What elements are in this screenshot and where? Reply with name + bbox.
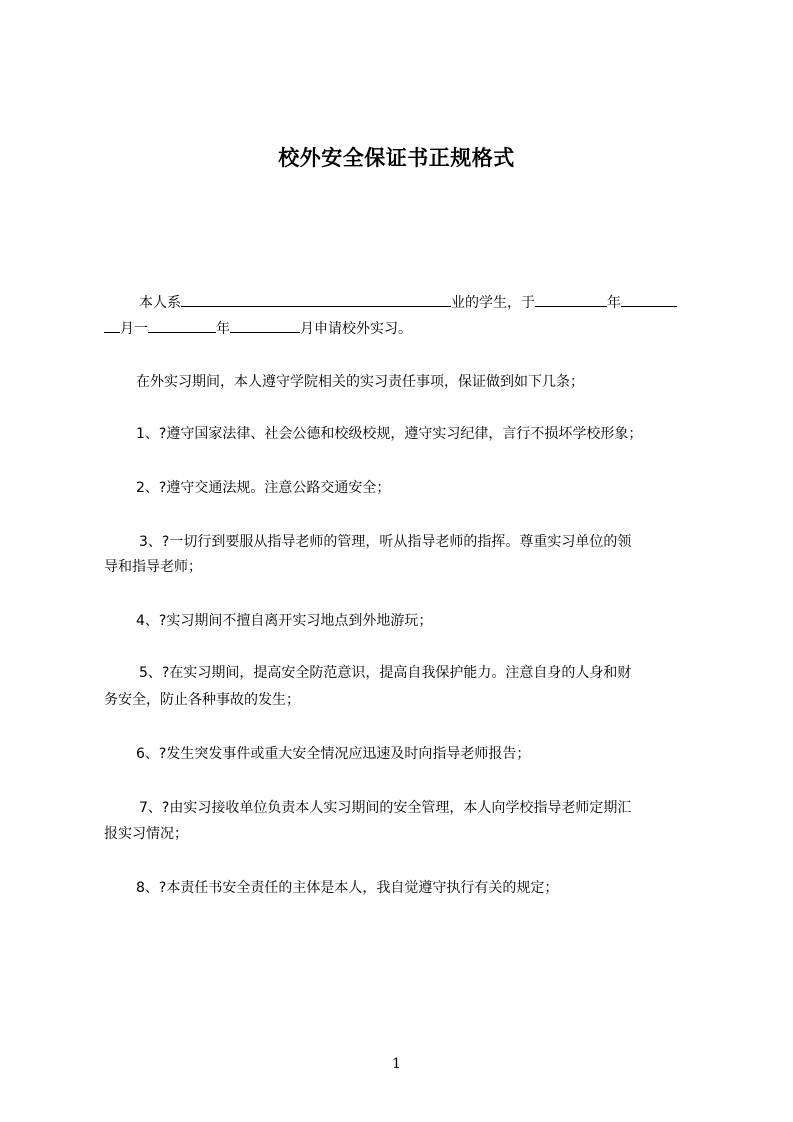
item-7-line-2: 报实习情况； <box>104 826 188 842</box>
major-blank <box>181 292 451 307</box>
month-blank-1 <box>621 292 677 307</box>
item-1: 1、?遵守国家法律、社会公德和校级校规，遵守实习纪律，言行不损坏学校形象； <box>136 426 643 442</box>
item-4: 4、?实习期间不擅自离开实习地点到外地游玩； <box>136 613 433 629</box>
item-5-line-2: 务安全，防止各种事故的发生； <box>104 692 300 708</box>
document-title: 校外安全保证书正规格式 <box>278 146 515 170</box>
item-8: 8、?本责任书安全责任的主体是本人，我自觉遵守执行有关的规定； <box>136 880 559 896</box>
intro-text-2: 业的学生，于 <box>451 295 535 311</box>
month-blank-2 <box>230 318 300 333</box>
year-blank-2 <box>148 318 216 333</box>
intro-text-5: 年 <box>216 321 230 337</box>
item-2: 2、?遵守交通法规。注意公路交通安全； <box>136 480 391 496</box>
intro-line-2 <box>104 318 412 338</box>
item-7-line-1: 7、?由实习接收单位负责本人实习期间的安全管理，本人向学校指导老师定期汇 <box>139 800 632 816</box>
intro-text-1: 本人系 <box>139 295 181 311</box>
item-5-line-1: 5、?在实习期间，提高安全防范意识，提高自我保护能力。注意自身的人身和财 <box>139 665 632 681</box>
intro-text-4: 月一 <box>120 321 148 337</box>
lead-paragraph: 在外实习期间，本人遵守学院相关的实习责任事项，保证做到如下几条； <box>136 374 584 390</box>
month-blank-1-cont <box>104 318 120 333</box>
intro-line-1 <box>139 292 677 312</box>
item-3-line-1: 3、?一切行到要服从指导老师的管理，听从指导老师的指挥。尊重实习单位的领 <box>139 534 632 550</box>
item-6: 6、?发生突发事件或重大安全情况应迅速及时向指导老师报告； <box>136 746 531 762</box>
year-blank-1 <box>535 292 607 307</box>
item-3-line-2: 导和指导老师； <box>104 559 202 575</box>
intro-text-3: 年 <box>607 295 621 311</box>
page-number: 1 <box>392 1056 401 1072</box>
intro-text-6: 月申请校外实习。 <box>300 321 412 337</box>
